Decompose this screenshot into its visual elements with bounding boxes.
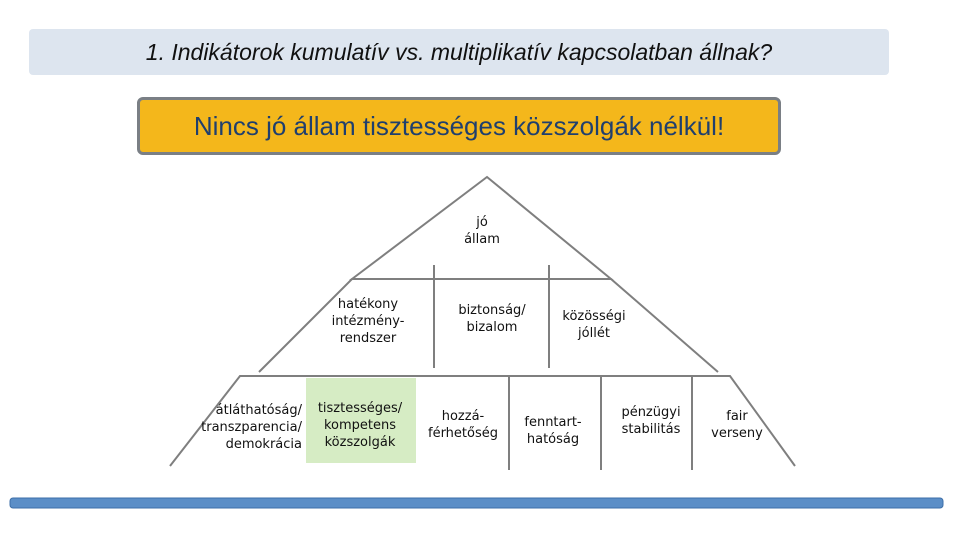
label-biztonsag-bizalom: biztonság/ bizalom [458, 303, 526, 335]
label-penzugyi-stabilitas: pénzügyi stabilitás [621, 405, 681, 437]
label-tisztesseges-kozszolgak: tisztességes/ kompetens közszolgák [317, 401, 403, 450]
banner-text: Nincs jó állam tisztességes közszolgák nélkül! [193, 110, 725, 141]
label-jo-allam: jó állam [464, 215, 500, 247]
label-fair-verseny: fair verseny [711, 409, 763, 441]
label-hatekony-intezmenyrendszer: hatékony intézmény- rendszer [331, 297, 405, 346]
label-fenntarthatosag: fenntart- hatóság [524, 415, 582, 447]
label-kozossegi-jollet: közösségi jóllét [562, 309, 626, 341]
label-atlathatosag: átláthatóság/ transzparencia/ demokrácia [201, 403, 302, 452]
slide-title: 1. Indikátorok kumulatív vs. multiplikatív kapcsolatban állnak? [145, 38, 773, 65]
label-hozzaferhetoseg: hozzá- férhetőség [427, 409, 499, 441]
base-bar [10, 498, 943, 508]
